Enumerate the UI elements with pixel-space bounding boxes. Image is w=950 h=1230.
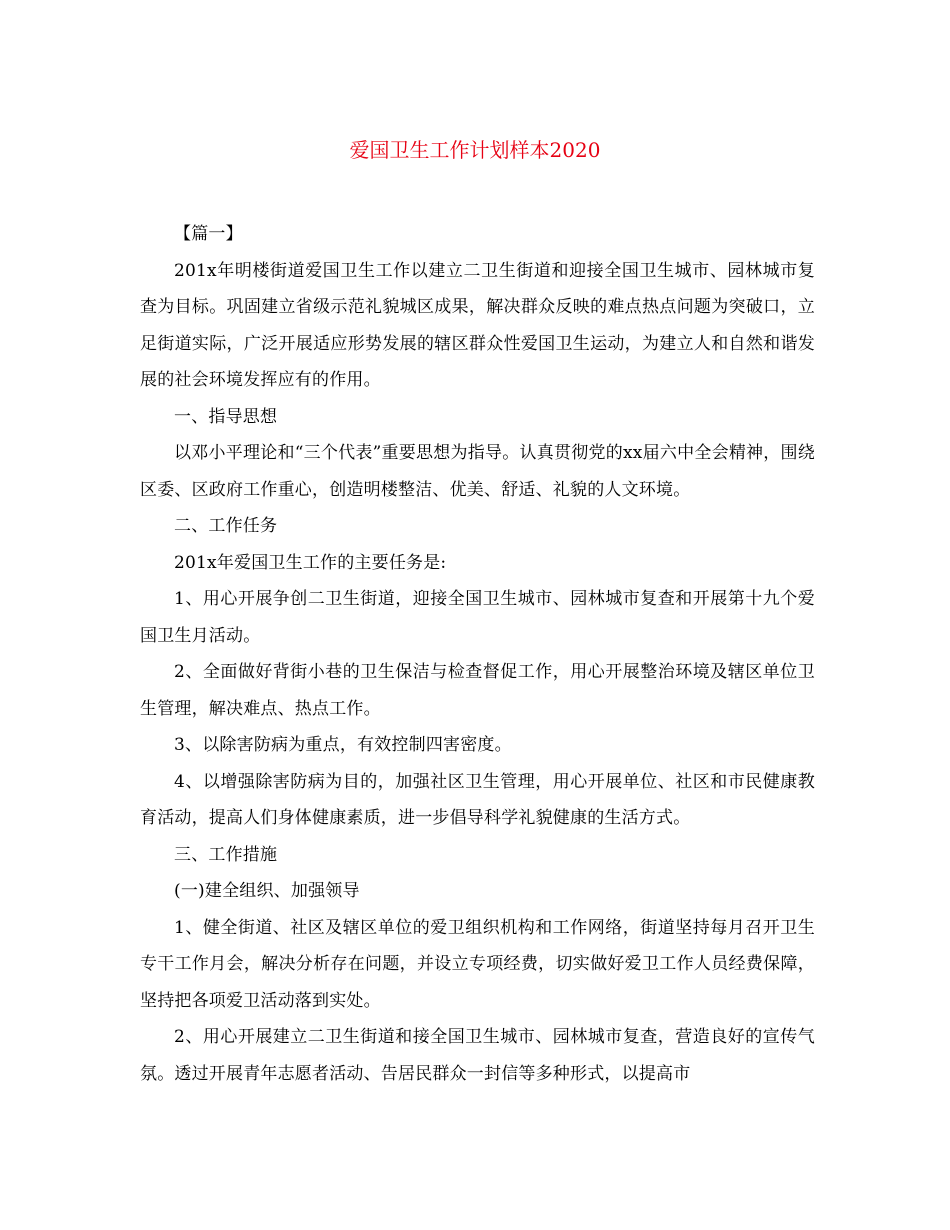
task-item-1: 1、用心开展争创二卫生街道，迎接全国卫生城市、园林城市复查和开展第十九个爱国卫生月活动。 xyxy=(140,589,815,646)
measure-item-1: 1、健全街道、社区及辖区单位的爱卫组织机构和工作网络，街道坚持每月召开卫生专干工作月会，解决分析存在问题，并设立专项经费，切实做好爱卫工作人员经费保障，坚持把各项爱卫活动落到实处。 xyxy=(140,917,815,1011)
subheading-organization: (一)建全组织、加强领导 xyxy=(174,881,360,901)
section-heading-part-one: 【篇一】 xyxy=(174,224,243,244)
document-title: 爱国卫生工作计划样本2020 xyxy=(349,138,601,162)
task-item-3: 3、以除害防病为重点，有效控制四害密度。 xyxy=(174,735,512,755)
heading-work-measures: 三、工作措施 xyxy=(174,844,278,865)
task-item-2: 2、全面做好背街小巷的卫生保洁与检查督促工作，用心开展整治环境及辖区单位卫生管理，解决难点、热点工作。 xyxy=(140,662,815,719)
heading-work-tasks: 二、工作任务 xyxy=(174,516,278,536)
paragraph-intro: 201x年明楼街道爱国卫生工作以建立二卫生街道和迎接全国卫生城市、园林城市复查为目标。巩固建立省级示范礼貌城区成果，解决群众反映的难点热点问题为突破口，立足街道实际，广泛开展适应形势发展的辖区群众性爱国卫生运动，为建立人和自然和谐发展的社会环境发挥应有的作用。 xyxy=(140,260,815,390)
heading-guiding-ideology: 一、指导思想 xyxy=(174,406,278,427)
document-body xyxy=(140,216,815,1092)
paragraph-guiding-ideology: 以邓小平理论和“三个代表”重要思想为指导。认真贯彻党的xx届六中全会精神，围绕区委、区政府工作重心，创造明楼整洁、优美、舒适、礼貌的人文环境。 xyxy=(140,443,815,500)
measure-item-2: 2、用心开展建立二卫生街道和接全国卫生城市、园林城市复查，营造良好的宣传气氛。透过开展青年志愿者活动、告居民群众一封信等多种形式，以提高市 xyxy=(140,1027,815,1084)
paragraph-main-tasks: 201x年爱国卫生工作的主要任务是: xyxy=(174,552,447,573)
task-item-4: 4、以增强除害防病为目的，加强社区卫生管理，用心开展单位、社区和市民健康教育活动，提高人们身体健康素质，进一步倡导科学礼貌健康的生活方式。 xyxy=(140,771,815,828)
